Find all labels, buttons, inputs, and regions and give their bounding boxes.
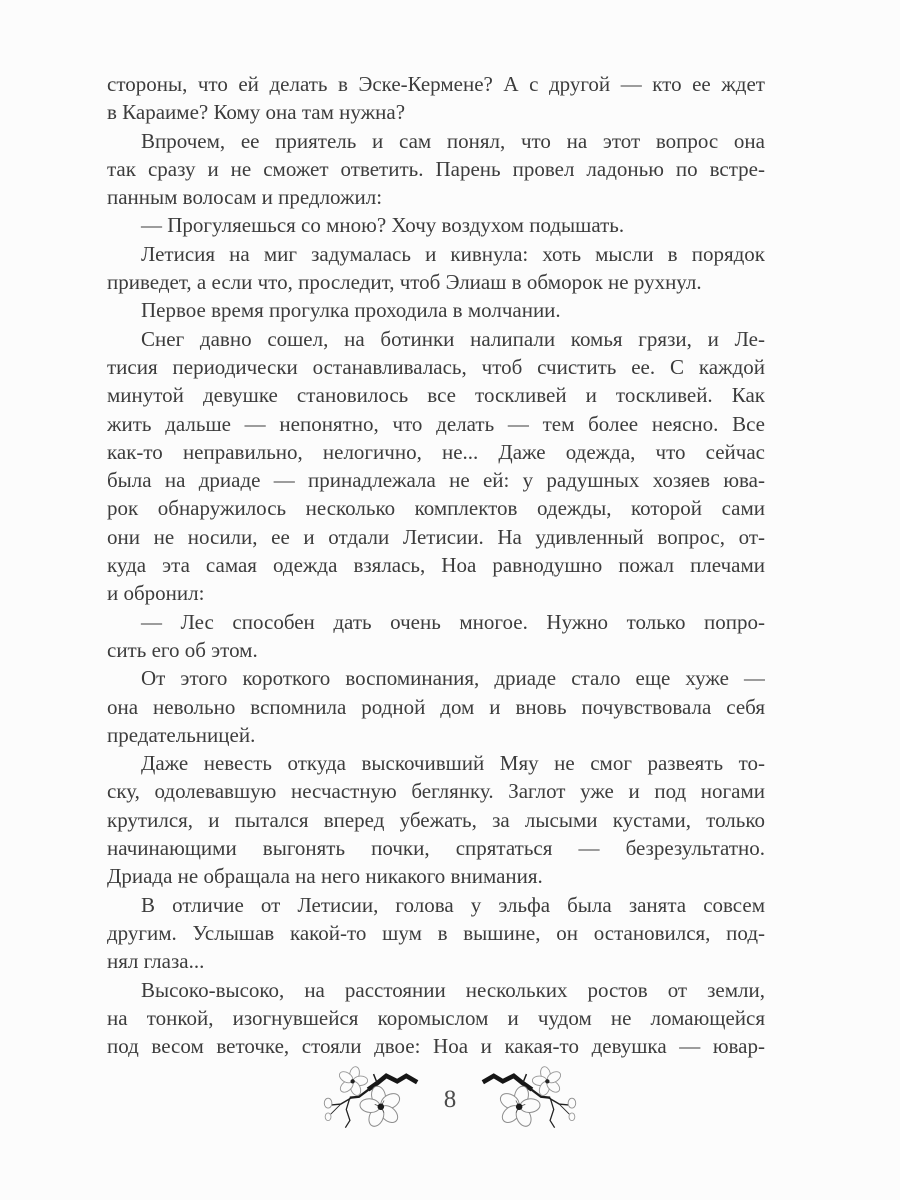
page-text [107,70,765,1060]
text-line: они не носили, ее и отдали Летисии. На удивленный вопрос, от- [107,524,765,549]
text-line: — Лес способен дать очень многое. Нужно только попро- [141,609,765,634]
text-line: Дриада не обращала на него никакого внимания. [107,864,543,889]
text-line: предательницей. [107,722,256,747]
text-line: панным волосам и предложил: [107,185,383,210]
text-line: она невольно вспомнила родной дом и вновь почувствовала себя [107,694,765,719]
text-line: стороны, что ей делать в Эске-Кермене? А с другой — кто ее ждет [107,72,765,96]
text-line: была на дриаде — принадлежала не ей: у радушных хозяев юва- [107,468,765,493]
text-line: тисия периодически останавливалась, чтоб счистить ее. С каждой [107,354,765,379]
text-line: и обронил: [107,581,205,606]
text-line: нял глаза... [107,949,205,974]
text-line: Снег давно сошел, на ботинки налипали комья грязи, и Ле- [141,326,765,351]
text-line: другим. Услышав какой-то шум в вышине, он остановился, под- [107,920,765,945]
text-line: Первое время прогулка проходила в молчании. [141,298,561,323]
text-line: под весом веточке, стояли двое: Ноа и какая-то девушка — ювар- [107,1034,765,1059]
text-line: на тонкой, изогнувшейся коромыслом и чудом не ломающейся [107,1005,765,1030]
text-line: начинающими выгонять почки, спрятаться — безрезультатно. [107,836,765,861]
page-number: 8 [443,1086,457,1113]
text-line: — Прогуляешься со мною? Хочу воздухом подышать. [141,213,625,238]
text-line: куда эта самая одежда взялась, Ноа равнодушно пожал плечами [107,553,765,578]
text-line: как-то неправильно, нелогично, не... Даже одежда, что сейчас [107,439,765,464]
text-line: жить дальше — непонятно, что делать — тем более неясно. Все [107,411,765,436]
text-line: крутился, и пытался вперед убежать, за лысыми кустами, только [107,807,765,832]
page-footer [0,1064,900,1135]
text-line: Даже невесть откуда выскочивший Мяу не смог развеять то- [141,751,765,776]
text-line: Высоко-высоко, на расстоянии нескольких ростов от земли, [141,977,765,1002]
text-line: приведет, а если что, проследит, чтоб Элиаш в обморок не рухнул. [107,270,702,295]
blossom-branch-icon [319,1064,419,1135]
blossom-branch-icon-mirrored [481,1064,581,1135]
text-line: сить его об этом. [107,637,258,662]
text-line: В отличие от Летисии, голова у эльфа была занята совсем [141,892,765,917]
text-line: так сразу и не сможет ответить. Парень провел ладонью по встре- [107,156,765,181]
text-line: Впрочем, ее приятель и сам понял, что на этот вопрос она [141,128,765,153]
text-line: ску, одолевавшую несчастную беглянку. Заглот уже и под ногами [107,779,765,804]
text-line: в Караиме? Кому она там нужна? [107,100,406,125]
text-line: От этого короткого воспоминания, дриаде стало еще хуже — [141,666,765,691]
text-line: Летисия на миг задумалась и кивнула: хоть мысли в порядок [141,241,765,266]
text-line: минутой девушке становилось все тоскливей и тоскливей. Как [107,383,765,408]
text-line: рок обнаружилось несколько комплектов одежды, которой сами [107,496,765,521]
